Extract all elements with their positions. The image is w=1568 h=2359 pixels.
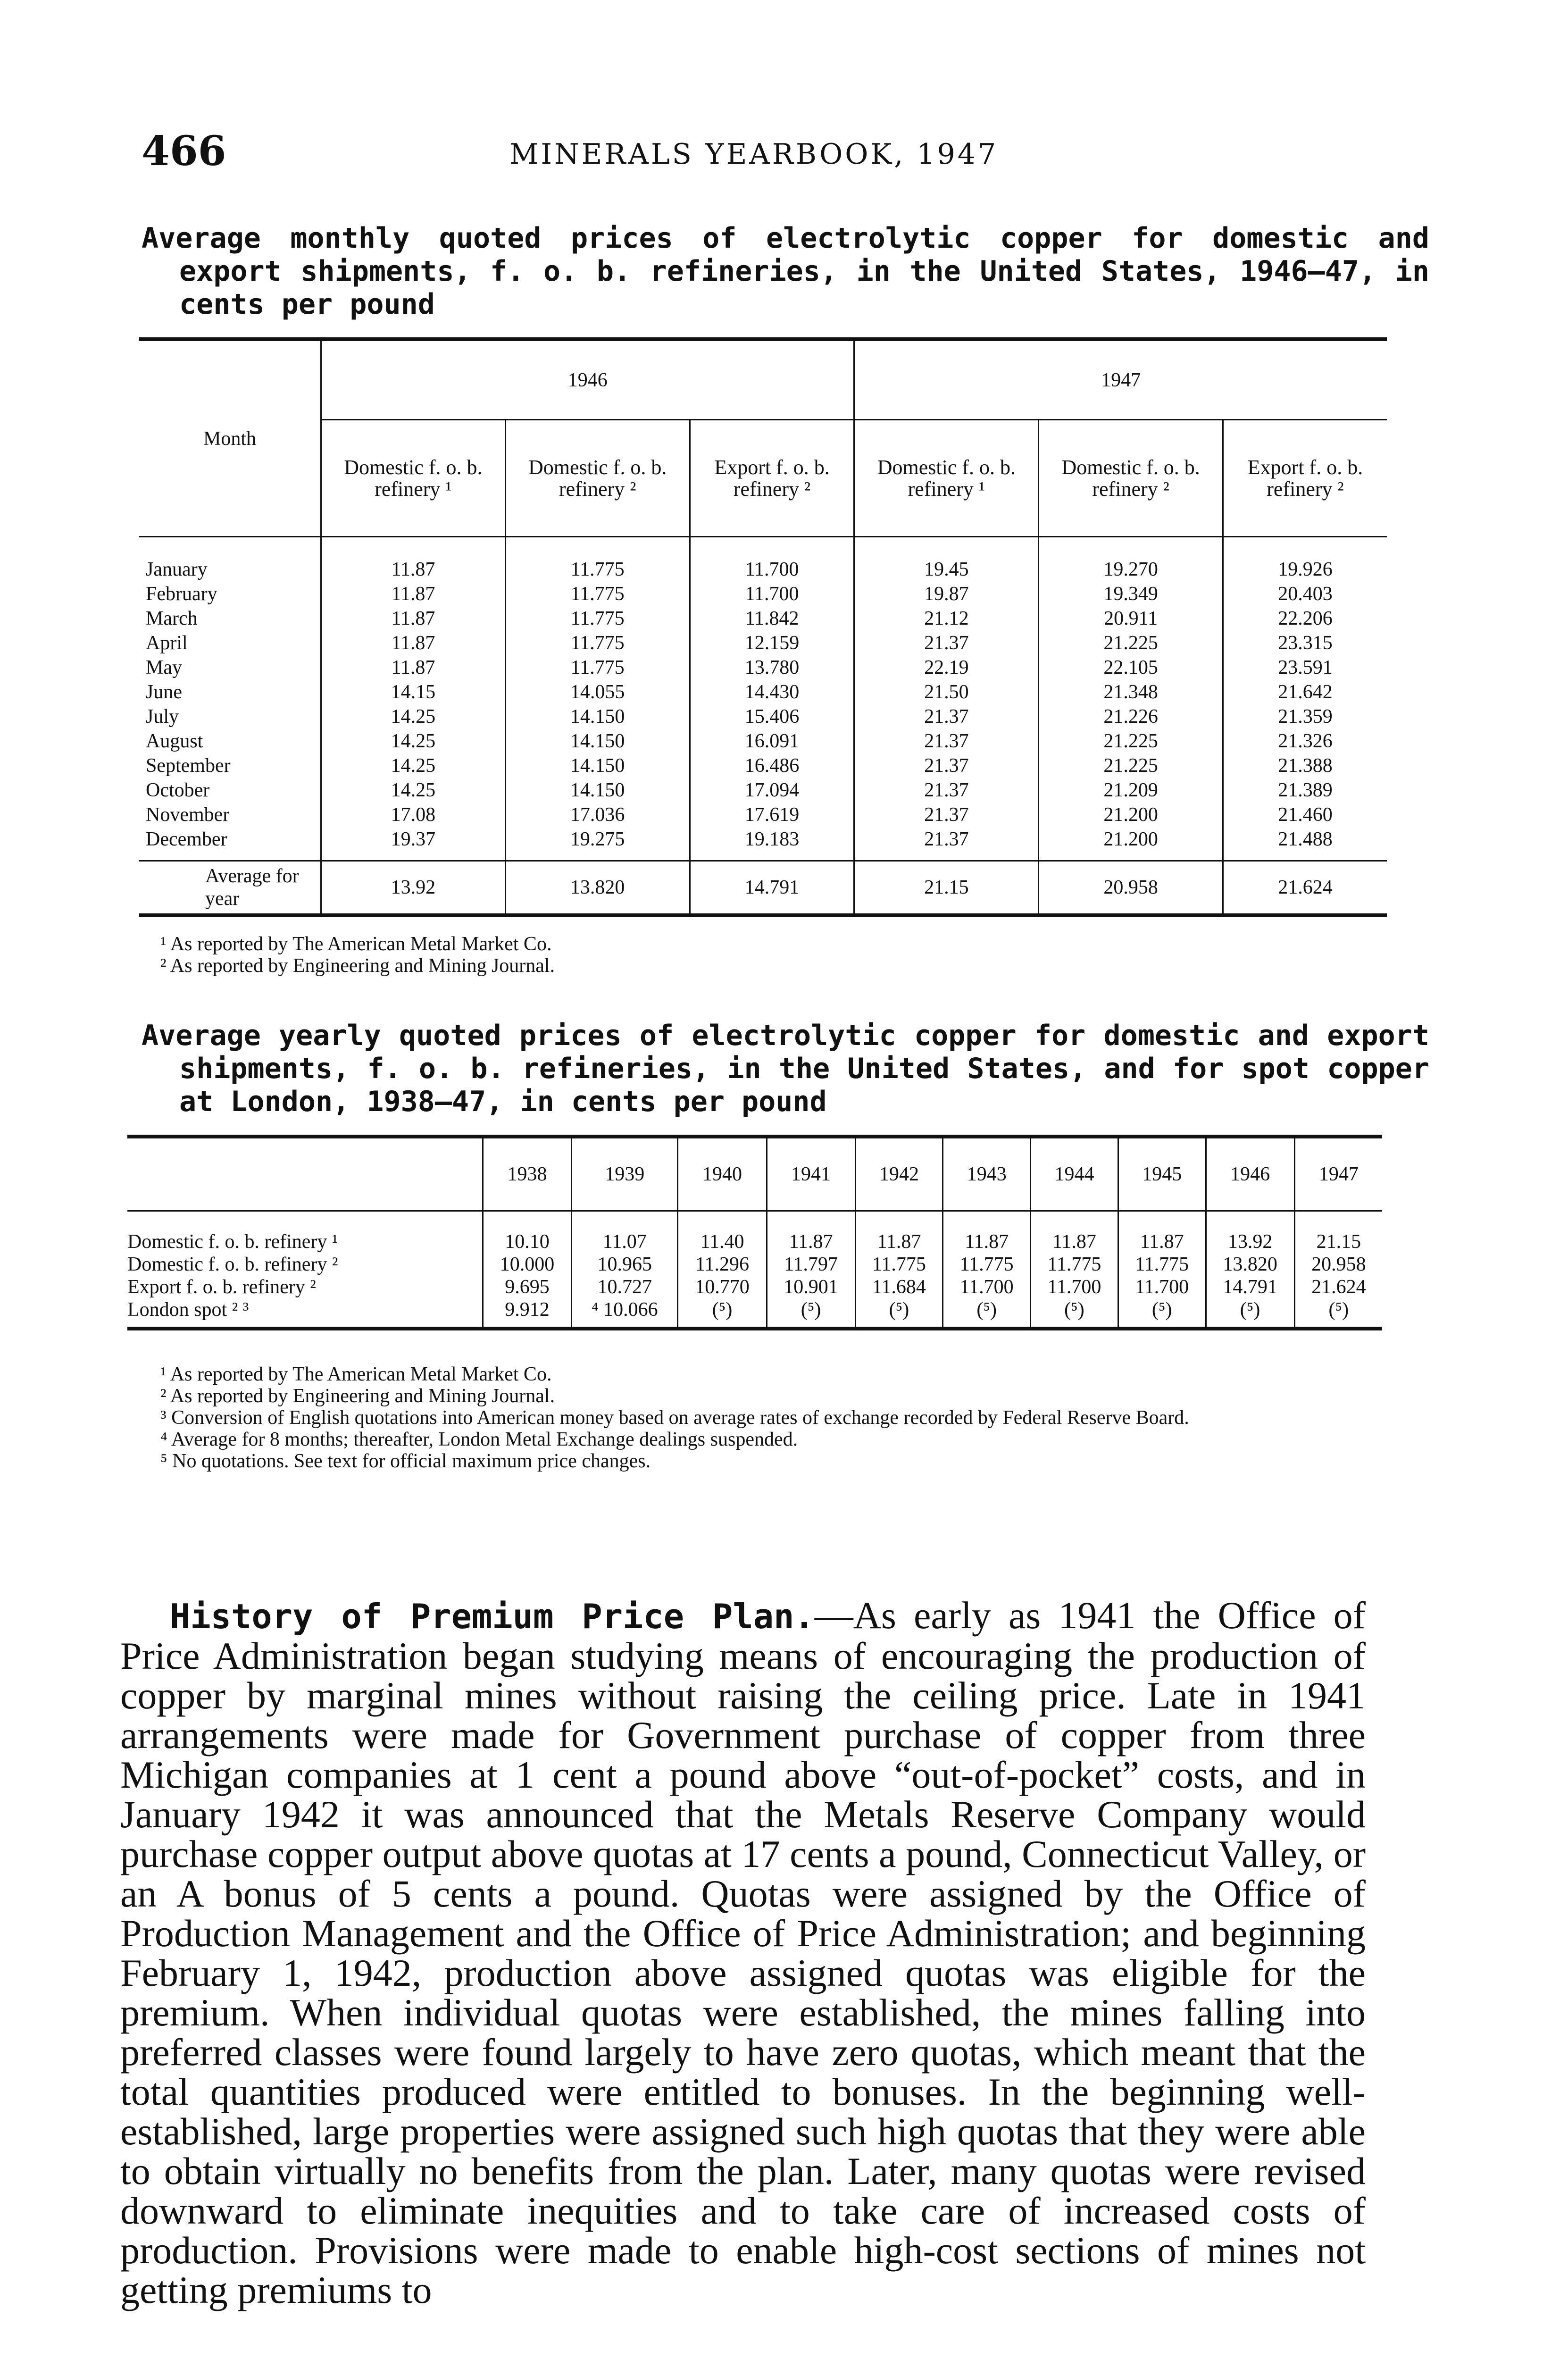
price-cell: 17.619 <box>690 803 854 827</box>
price-cell: 13.92 <box>1206 1211 1294 1254</box>
price-cell: 21.50 <box>854 680 1039 704</box>
price-cell: 23.315 <box>1223 631 1387 655</box>
price-cell: 14.150 <box>505 704 690 729</box>
price-cell: 11.775 <box>505 606 690 631</box>
price-cell: 10.727 <box>572 1276 678 1298</box>
month-label: March <box>146 608 198 629</box>
price-cell: 22.19 <box>854 655 1039 680</box>
price-cell: 16.486 <box>690 753 854 778</box>
average-cell: 21.15 <box>854 861 1039 916</box>
average-label: Average for year <box>139 861 321 916</box>
month-label: April <box>146 632 188 654</box>
price-cell: 11.700 <box>690 582 854 606</box>
table-row <box>127 1298 1382 1329</box>
table1-caption: Average monthly quoted prices of electrolytic copper for domestic and export shipments, f. o. b. refineries, in the United States, 1946–47, in cents per pound <box>142 222 1429 321</box>
monthly-price-table <box>139 337 1387 917</box>
price-cell: 9.912 <box>483 1298 572 1329</box>
price-cell: 21.37 <box>854 827 1039 861</box>
price-cell: 10.965 <box>572 1253 678 1276</box>
price-cell: 14.430 <box>690 680 854 704</box>
year-header: 1940 <box>678 1137 767 1211</box>
price-cell: 21.225 <box>1039 753 1223 778</box>
price-cell: 17.036 <box>505 803 690 827</box>
price-cell: 14.25 <box>321 704 506 729</box>
year-header-1947: 1947 <box>854 339 1387 420</box>
paragraph-text: —As early as 1941 the Office of Price Administration began studying means of encouraging the production of copper by marginal mines without raising the ceiling price. Late in 1941 arrangements were made for Government purchase of copper from three Michigan companies at 1 cent a pound above “out-of-pocket” costs, and in January 1942 it was announced that the Metals Reserve Company would purchase copper output above quotas at 17 cents a pound, Connecticut Valley, or an A bonus of 5 cents a pound. Quotas were assigned by the Office of Production Management and the Office of Price Administration; and beginning February 1, 1942, production above assigned quotas was eligible for the premium. When individual quotas were established, the mines falling into preferred classes were found largely to have zero quotas, which meant that the total quantities produced were entitled to bonuses. In the beginning well-established, large properties were assigned such high quotas that they were able to obtain virtually no benefits from the plan. Later, many quotas were revised downward to eliminate inequities and to take care of increased costs of production. Provisions were made to enable high-cost sections of mines not getting premiums to <box>120 1594 1366 2311</box>
price-cell: 19.45 <box>854 537 1039 582</box>
running-title: MINERALS YEARBOOK, 1947 <box>509 138 999 171</box>
price-cell: 21.326 <box>1223 729 1387 753</box>
average-cell: 14.791 <box>690 861 854 916</box>
price-cell: 19.926 <box>1223 537 1387 582</box>
price-cell: (⁵) <box>1206 1298 1294 1329</box>
table-row <box>139 680 1387 704</box>
price-cell: 11.87 <box>1031 1211 1118 1254</box>
price-cell: 9.695 <box>483 1276 572 1298</box>
price-cell: 11.296 <box>678 1253 767 1276</box>
price-cell: (⁵) <box>943 1298 1031 1329</box>
month-column-header: Month <box>203 427 257 450</box>
price-cell: 19.349 <box>1039 582 1223 606</box>
price-cell: 21.37 <box>854 753 1039 778</box>
month-label: July <box>146 706 179 728</box>
price-cell: 21.37 <box>854 778 1039 803</box>
price-cell: 21.624 <box>1294 1276 1382 1298</box>
year-header-1946: 1946 <box>321 339 854 420</box>
price-cell: 11.700 <box>943 1276 1031 1298</box>
year-header: 1943 <box>943 1137 1031 1211</box>
price-cell: 21.226 <box>1039 704 1223 729</box>
row-label: Export f. o. b. refinery ² <box>127 1276 316 1298</box>
price-cell: 21.460 <box>1223 803 1387 827</box>
table-row <box>139 803 1387 827</box>
price-cell: 21.225 <box>1039 631 1223 655</box>
price-cell: 14.791 <box>1206 1276 1294 1298</box>
price-cell: 11.87 <box>321 655 506 680</box>
price-cell: 11.775 <box>505 655 690 680</box>
price-cell: 14.150 <box>505 729 690 753</box>
price-cell: 21.488 <box>1223 827 1387 861</box>
price-cell: 20.911 <box>1039 606 1223 631</box>
body-paragraph <box>120 1596 1366 2310</box>
price-cell: 21.359 <box>1223 704 1387 729</box>
price-cell: 14.25 <box>321 778 506 803</box>
price-cell: (⁵) <box>1294 1298 1382 1329</box>
price-cell: 11.40 <box>678 1211 767 1254</box>
year-header: 1947 <box>1294 1137 1382 1211</box>
price-cell: 17.094 <box>690 778 854 803</box>
year-header: 1942 <box>855 1137 943 1211</box>
table-row <box>127 1253 1382 1276</box>
price-cell: 14.15 <box>321 680 506 704</box>
price-cell: 21.642 <box>1223 680 1387 704</box>
price-cell: 22.206 <box>1223 606 1387 631</box>
price-cell: 11.775 <box>505 582 690 606</box>
table-row <box>139 537 1387 582</box>
price-cell: 15.406 <box>690 704 854 729</box>
footnote: ⁴ Average for 8 months; thereafter, London Metal Exchange dealings suspended. <box>160 1429 798 1450</box>
row-label: Domestic f. o. b. refinery ¹ <box>127 1231 338 1253</box>
year-header: 1944 <box>1031 1137 1118 1211</box>
table-row <box>139 655 1387 680</box>
year-header: 1939 <box>572 1137 678 1211</box>
yearly-price-table <box>127 1135 1382 1330</box>
price-cell: (⁵) <box>678 1298 767 1329</box>
table-row <box>139 729 1387 753</box>
price-cell: 11.87 <box>855 1211 943 1254</box>
price-cell: 21.348 <box>1039 680 1223 704</box>
footnote: ⁵ No quotations. See text for official maximum price changes. <box>160 1450 651 1472</box>
table-row <box>139 827 1387 861</box>
price-cell: 14.25 <box>321 729 506 753</box>
month-label: February <box>146 583 217 605</box>
price-cell: 10.770 <box>678 1276 767 1298</box>
price-cell: 14.150 <box>505 753 690 778</box>
price-cell: 14.25 <box>321 753 506 778</box>
price-cell: 23.591 <box>1223 655 1387 680</box>
row-label: Domestic f. o. b. refinery ² <box>127 1254 338 1275</box>
price-cell: (⁵) <box>1118 1298 1206 1329</box>
price-cell: 11.684 <box>855 1276 943 1298</box>
page-number: 466 <box>142 127 226 175</box>
footnote: ¹ As reported by The American Metal Market Co. <box>160 1364 552 1385</box>
price-cell: 11.07 <box>572 1211 678 1254</box>
price-cell: 11.700 <box>1118 1276 1206 1298</box>
average-cell: 20.958 <box>1039 861 1223 916</box>
price-cell: 21.389 <box>1223 778 1387 803</box>
price-cell: 11.87 <box>321 537 506 582</box>
table-row <box>139 582 1387 606</box>
table2-footnotes <box>160 1364 1387 1472</box>
table-row <box>139 606 1387 631</box>
column-header: Domestic f. o. b. refinery ² <box>505 420 690 537</box>
column-header: Export f. o. b. refinery ² <box>1223 420 1387 537</box>
column-header: Domestic f. o. b. refinery ¹ <box>854 420 1039 537</box>
price-cell: 12.159 <box>690 631 854 655</box>
price-cell: 16.091 <box>690 729 854 753</box>
table-row <box>139 631 1387 655</box>
price-cell: 21.37 <box>854 803 1039 827</box>
table-row <box>139 704 1387 729</box>
price-cell: 11.87 <box>321 582 506 606</box>
month-label: September <box>146 755 231 777</box>
year-header: 1941 <box>767 1137 855 1211</box>
month-label: October <box>146 779 210 801</box>
table-row <box>127 1211 1382 1254</box>
table1-footnotes <box>160 933 555 977</box>
price-cell: 14.055 <box>505 680 690 704</box>
price-cell: 13.780 <box>690 655 854 680</box>
price-cell: 11.87 <box>943 1211 1031 1254</box>
footnote: ² As reported by Engineering and Mining Journal. <box>160 1385 555 1407</box>
price-cell: 19.87 <box>854 582 1039 606</box>
year-header: 1938 <box>483 1137 572 1211</box>
price-cell: 19.270 <box>1039 537 1223 582</box>
price-cell: 11.775 <box>1031 1253 1118 1276</box>
average-row <box>139 861 1387 916</box>
year-header: 1945 <box>1118 1137 1206 1211</box>
price-cell: 11.797 <box>767 1253 855 1276</box>
price-cell: 11.775 <box>1118 1253 1206 1276</box>
price-cell: 21.225 <box>1039 729 1223 753</box>
price-cell: 11.700 <box>690 537 854 582</box>
price-cell: 11.700 <box>1031 1276 1118 1298</box>
month-label: August <box>146 730 203 752</box>
price-cell: (⁵) <box>767 1298 855 1329</box>
price-cell: ⁴ 10.066 <box>572 1298 678 1329</box>
price-cell: 19.183 <box>690 827 854 861</box>
price-cell: 22.105 <box>1039 655 1223 680</box>
year-header: 1946 <box>1206 1137 1294 1211</box>
price-cell: 19.275 <box>505 827 690 861</box>
month-label: June <box>146 681 182 703</box>
row-label: London spot ² ³ <box>127 1298 483 1329</box>
price-cell: 20.403 <box>1223 582 1387 606</box>
price-cell: 11.775 <box>855 1253 943 1276</box>
price-cell: 10.901 <box>767 1276 855 1298</box>
footnote: ² As reported by Engineering and Mining Journal. <box>160 955 555 977</box>
price-cell: 21.209 <box>1039 778 1223 803</box>
price-cell: 10.10 <box>483 1211 572 1254</box>
price-cell: 11.87 <box>321 606 506 631</box>
price-cell: 11.775 <box>505 537 690 582</box>
footnote: ¹ As reported by The American Metal Market Co. <box>160 933 552 955</box>
price-cell: 21.200 <box>1039 803 1223 827</box>
month-label: December <box>146 828 227 850</box>
average-cell: 21.624 <box>1223 861 1387 916</box>
price-cell: 21.12 <box>854 606 1039 631</box>
price-cell: 21.388 <box>1223 753 1387 778</box>
table-row <box>127 1276 1382 1298</box>
month-label: November <box>146 804 230 826</box>
month-label: May <box>146 657 182 678</box>
price-cell: 21.200 <box>1039 827 1223 861</box>
month-label: January <box>146 559 208 580</box>
table-row <box>139 778 1387 803</box>
table2-caption: Average yearly quoted prices of electrolytic copper for domestic and export shipments, f. o. b. refineries, in the United States, and for spot copper at London, 1938–47, in cents per pound <box>142 1019 1429 1118</box>
running-head <box>0 127 1568 179</box>
average-cell: 13.820 <box>505 861 690 916</box>
price-cell: 21.37 <box>854 631 1039 655</box>
price-cell: 11.775 <box>943 1253 1031 1276</box>
price-cell: (⁵) <box>1031 1298 1118 1329</box>
price-cell: 21.15 <box>1294 1211 1382 1254</box>
price-cell: 11.842 <box>690 606 854 631</box>
price-cell: 13.820 <box>1206 1253 1294 1276</box>
price-cell: 17.08 <box>321 803 506 827</box>
table-row <box>139 753 1387 778</box>
price-cell: 19.37 <box>321 827 506 861</box>
average-cell: 13.92 <box>321 861 506 916</box>
price-cell: 11.775 <box>505 631 690 655</box>
price-cell: 11.87 <box>1118 1211 1206 1254</box>
footnote: ³ Conversion of English quotations into American money based on average rates of exchange recorded by Federal Reserve Board. <box>160 1407 1189 1429</box>
price-cell: 10.000 <box>483 1253 572 1276</box>
row-label-header <box>127 1137 483 1211</box>
section-heading: History of Premium Price Plan. <box>170 1597 815 1636</box>
column-header: Export f. o. b. refinery ² <box>690 420 854 537</box>
price-cell: 11.87 <box>321 631 506 655</box>
price-cell: 11.87 <box>767 1211 855 1254</box>
column-header: Domestic f. o. b. refinery ¹ <box>321 420 506 537</box>
price-cell: 21.37 <box>854 704 1039 729</box>
price-cell: (⁵) <box>855 1298 943 1329</box>
price-cell: 14.150 <box>505 778 690 803</box>
price-cell: 21.37 <box>854 729 1039 753</box>
column-header: Domestic f. o. b. refinery ² <box>1039 420 1223 537</box>
price-cell: 20.958 <box>1294 1253 1382 1276</box>
